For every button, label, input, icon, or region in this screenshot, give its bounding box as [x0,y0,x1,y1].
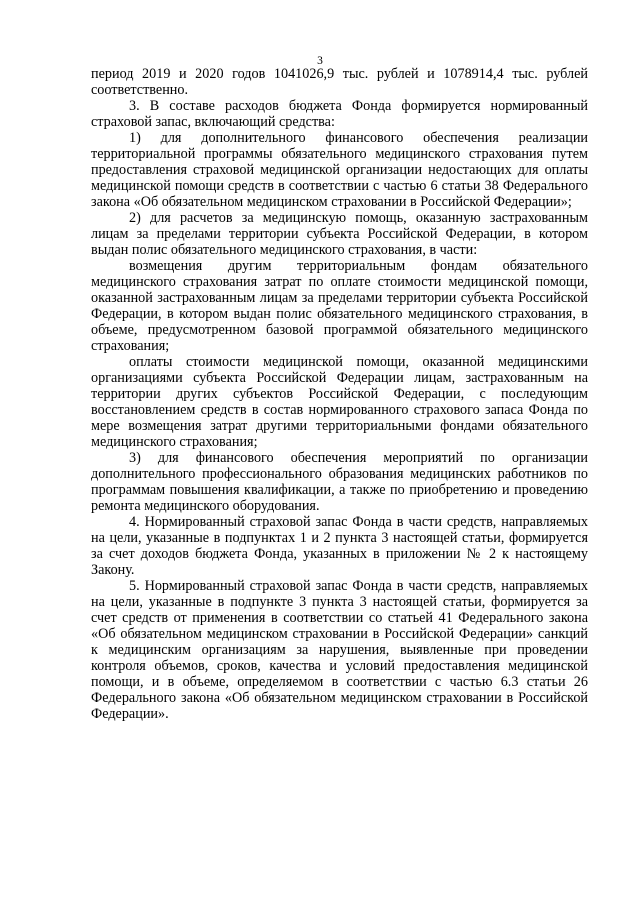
paragraph-item-3: 3. В составе расходов бюджета Фонда формируется нормированный страховой запас, включающий средства: [91,98,588,130]
paragraph-subitem-3: 3) для финансового обеспечения мероприятий по организации дополнительного профессионального образования медицинских работников по программам повышения квалификации, а также по приобретению и проведению ремонта медицинского оборудования. [91,450,588,514]
paragraph-continuation: период 2019 и 2020 годов 1041026,9 тыс. рублей и 1078914,4 тыс. рублей соответственно. [91,66,588,98]
paragraph-subitem-1: 1) для дополнительного финансового обеспечения реализации территориальной программы обязательного медицинского страхования путем предоставления страховой медицинской организации недостающих для оплаты медицинской помощи средств в соответствии с частью 6 статьи 38 Федерального закона «Об обязательном медицинском страховании в Российской Федерации»; [91,130,588,210]
document-body [91,66,588,722]
paragraph-item-5: 5. Нормированный страховой запас Фонда в части средств, направляемых на цели, указанные в подпункте 3 пункта 3 настоящей статьи, формируется за счет средств от применения в соответствии со статьей 41 Федерального закона «Об обязательном медицинском страховании в Российской Федерации» санкций к медицинским организациям за нарушения, выявленные при проведении контроля объемов, сроков, качества и условий предоставления медицинской помощи, и в объеме, определяемом в соответствии с частью 6.3 статьи 26 Федерального закона «Об обязательном медицинском страховании в Российской Федерации». [91,578,588,722]
paragraph-subitem-2: 2) для расчетов за медицинскую помощь, оказанную застрахованным лицам за пределами территории субъекта Российской Федерации, в котором выдан полис обязательного медицинского страхования, в части: [91,210,588,258]
paragraph-subitem-2-reimbursement: возмещения другим территориальным фондам обязательного медицинского страхования затрат по оплате стоимости медицинской помощи, оказанной застрахованным лицам за пределами территории субъекта Российской Федерации, в котором выдан полис обязательного медицинского страхования, в объеме, предусмотренном базовой программой обязательного медицинского страхования; [91,258,588,354]
paragraph-subitem-2-payment: оплаты стоимости медицинской помощи, оказанной медицинскими организациями субъекта Российской Федерации лицам, застрахованным на территории других субъектов Российской Федерации, с последующим восстановлением средств в состав нормированного страхового запаса Фонда по мере возмещения затрат другими территориальными фондами обязательного медицинского страхования; [91,354,588,450]
page-number: 3 [317,55,323,67]
paragraph-item-4: 4. Нормированный страховой запас Фонда в части средств, направляемых на цели, указанные в подпунктах 1 и 2 пункта 3 настоящей статьи, формируется за счет доходов бюджета Фонда, указанных в приложении № 2 к настоящему Закону. [91,514,588,578]
